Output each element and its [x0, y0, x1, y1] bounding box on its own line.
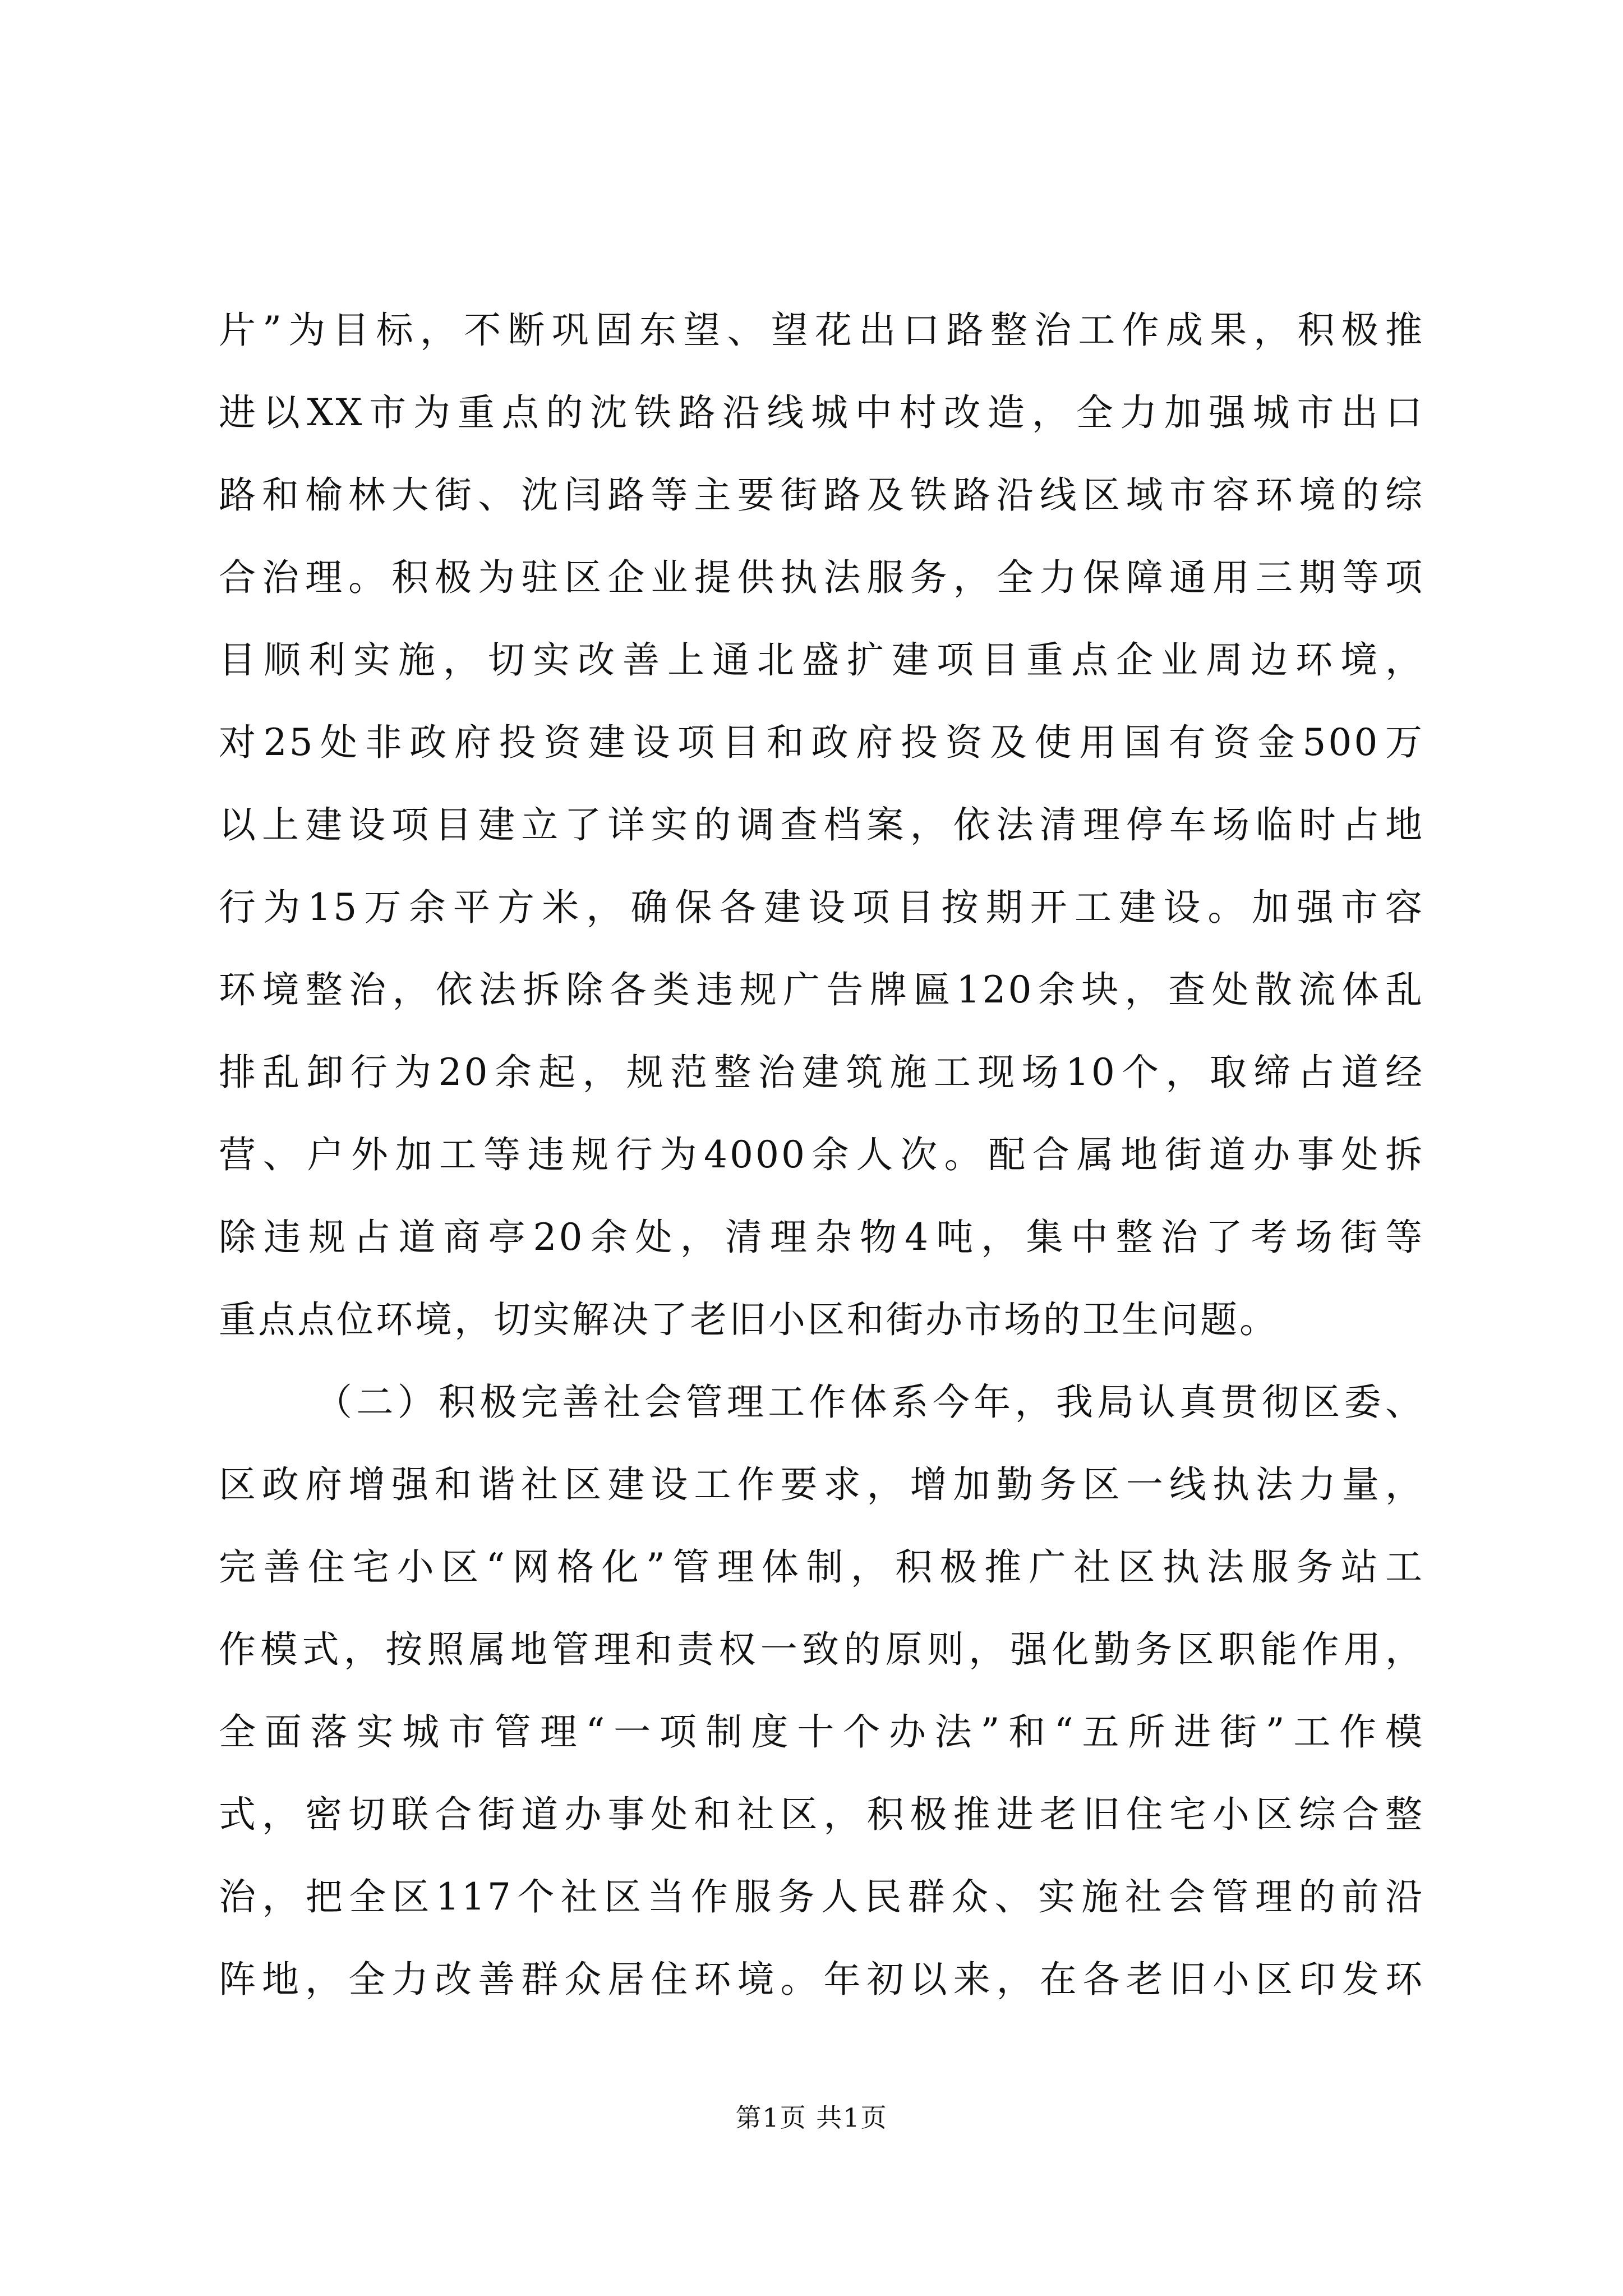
- page-number-footer: 第1页 共1页: [735, 2102, 888, 2133]
- text-line: 重点点位环境，切实解决了老旧小区和街办市场的卫生问题。: [219, 1298, 1279, 1341]
- text-line: 作模式，按照属地管理和责权一致的原则，强化勤务区职能作用，: [219, 1628, 1424, 1671]
- text-line: 排乱卸行为20余起，规范整治建筑施工现场10个，取缔占道经: [219, 1051, 1424, 1094]
- text-line: 目顺利实施，切实改善上通北盛扩建项目重点企业周边环境，: [219, 638, 1424, 682]
- text-line: 治，把全区117个社区当作服务人民群众、实施社会管理的前沿: [219, 1875, 1424, 1918]
- text-line: 式，密切联合街道办事处和社区，积极推进老旧住宅小区综合整: [219, 1793, 1424, 1836]
- document-body: [219, 289, 1424, 2021]
- text-line: 区政府增强和谐社区建设工作要求，增加勤务区一线执法力量，: [219, 1463, 1424, 1506]
- text-line: 完善住宅小区“网格化”管理体制，积极推广社区执法服务站工: [219, 1545, 1424, 1589]
- text-line: 行为15万余平方米，确保各建设项目按期开工建设。加强市容: [219, 886, 1424, 929]
- text-line: 以上建设项目建立了详实的调查档案，依法清理停车场临时占地: [219, 803, 1424, 846]
- text-line: 全面落实城市管理“一项制度十个办法”和“五所进街”工作模: [219, 1710, 1424, 1754]
- text-line: 阵地，全力改善群众居住环境。年初以来，在各老旧小区印发环: [219, 1958, 1424, 2001]
- text-line: 路和榆林大街、沈闫路等主要街路及铁路沿线区域市容环境的综: [219, 473, 1424, 517]
- text-line: 片”为目标，不断巩固东望、望花出口路整治工作成果，积极推: [219, 309, 1424, 352]
- text-line: 除违规占道商亭20余处，清理杂物4吨，集中整治了考场街等: [219, 1216, 1424, 1259]
- text-line: 进以XX市为重点的沈铁路沿线城中村改造，全力加强城市出口: [219, 391, 1424, 434]
- text-line: 营、户外加工等违规行为4000余人次。配合属地街道办事处拆: [219, 1133, 1424, 1176]
- section-heading-line: （二）积极完善社会管理工作体系今年，我局认真贯彻区委、: [315, 1381, 1424, 1424]
- text-line: 合治理。积极为驻区企业提供执法服务，全力保障通用三期等项: [219, 556, 1424, 599]
- text-line: 环境整治，依法拆除各类违规广告牌匾120余块，查处散流体乱: [219, 968, 1424, 1011]
- text-line: 对25处非政府投资建设项目和政府投资及使用国有资金500万: [219, 721, 1424, 764]
